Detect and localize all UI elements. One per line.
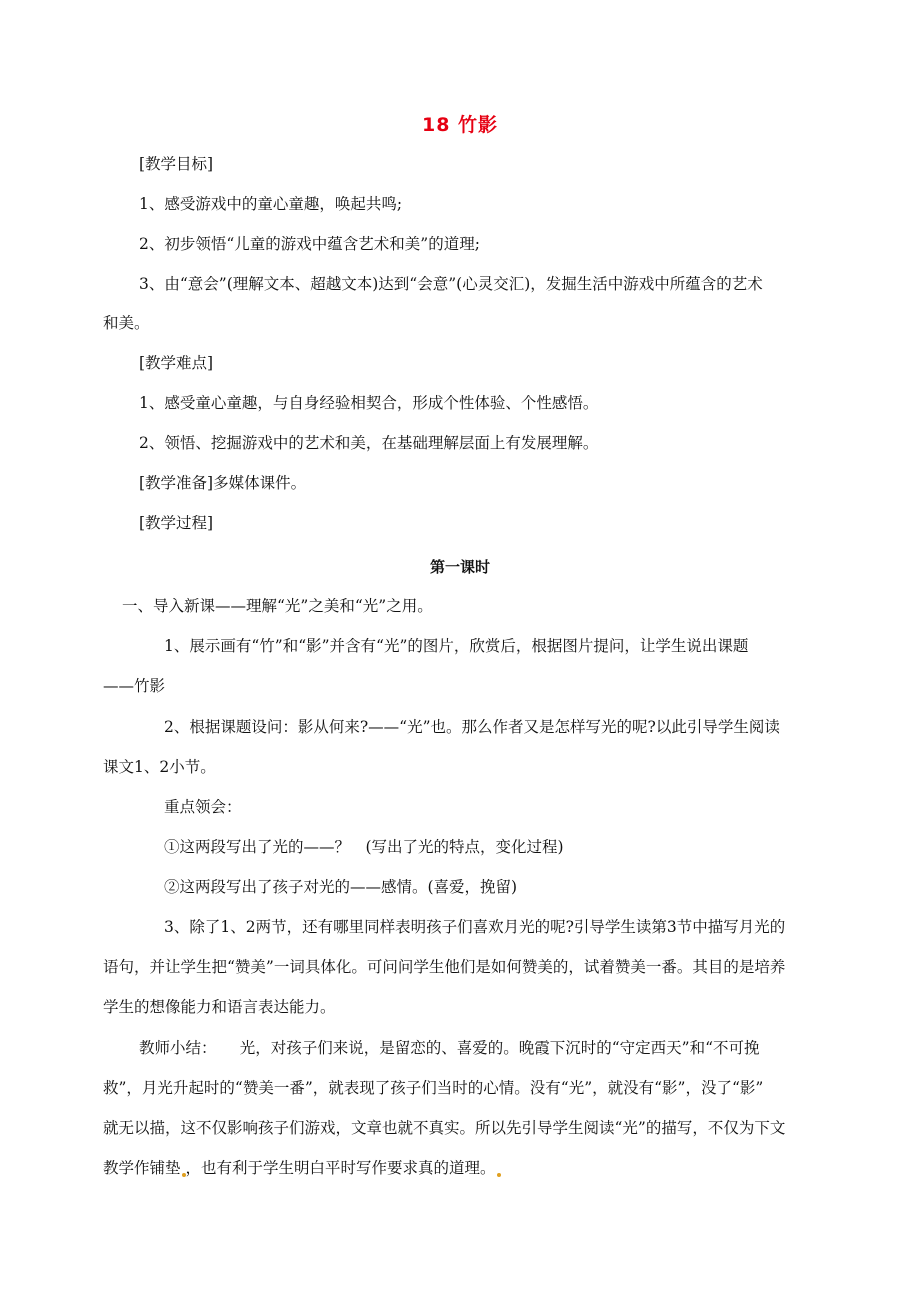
goal-item-2: 2、初步领悟“儿童的游戏中蕴含艺术和美”的道理;	[139, 235, 480, 253]
goal-item-3-line-2: 和美。	[103, 314, 150, 332]
focus-header: 重点领会：	[164, 798, 242, 816]
page-title: 18 竹影	[421, 114, 499, 136]
step-1-line-2: ——竹影	[103, 677, 166, 695]
summary-line-4-part-1: 教学作铺垫	[103, 1159, 181, 1177]
step-3-line-3: 学生的想像能力和语言表达能力。	[103, 998, 336, 1016]
difficulty-item-2: 2、领悟、挖掘游戏中的艺术和美，在基础理解层面上有发展理解。	[139, 434, 599, 452]
preparation-line: [教学准备]多媒体课件。	[139, 474, 307, 492]
focus-item-2: ②这两段写出了孩子对光的——感情。(喜爱，挽留)	[164, 878, 518, 896]
section-heading-1: 一、导入新课——理解“光”之美和“光”之用。	[122, 597, 433, 615]
difficulty-item-1: 1、感受童心童趣，与自身经验相契合，形成个性体验、个性感悟。	[139, 394, 599, 412]
summary-line-2: 救”，月光升起时的“赞美一番”，就表现了孩子们当时的心情。没有“光”，就没有“影”，没了“影”	[103, 1079, 764, 1097]
goal-item-1: 1、感受游戏中的童心童趣，唤起共鸣;	[139, 195, 403, 213]
summary-line-3: 就无以描，这不仅影响孩子们游戏，文章也就不真实。所以先引导学生阅读“光”的描写，不仅为下文	[103, 1119, 786, 1137]
summary-line-4-part-2: ，也有利于学生明白平时写作要求真的道理	[185, 1159, 481, 1177]
lesson-title: 第一课时	[429, 558, 490, 576]
process-header: [教学过程]	[139, 514, 214, 532]
step-1-line-1: 1、展示画有“竹”和“影”并含有“光”的图片，欣赏后，根据图片提问，让学生说出课题	[164, 637, 749, 655]
step-2-line-1: 2、根据课题设问：影从何来?——“光”也。那么作者又是怎样写光的呢?以此引导学生阅读	[164, 718, 780, 736]
step-2-line-2: 课文1、2小节。	[103, 758, 216, 776]
goal-item-3-line-1: 3、由“意会”(理解文本、超越文本)达到“会意”(心灵交汇)，发掘生活中游戏中所蕴含的艺术	[139, 275, 763, 293]
goals-header: [教学目标]	[139, 155, 214, 173]
step-3-line-2: 语句，并让学生把“赞美”一词具体化。可问问学生他们是如何赞美的，试着赞美一番。其目的是培养	[103, 958, 786, 976]
mark-dot-icon	[497, 1173, 501, 1177]
focus-item-1: ①这两段写出了光的——？ (写出了光的特点，变化过程)	[164, 838, 564, 856]
summary-line-4	[103, 1158, 501, 1178]
difficulty-header: [教学难点]	[139, 354, 214, 372]
summary-line-4-part-3: 。	[480, 1159, 496, 1177]
step-3-line-1: 3、除了1、2两节，还有哪里同样表明孩子们喜欢月光的呢?引导学生读第3节中描写月光的	[164, 918, 786, 936]
summary-line-1: 教师小结： 光，对孩子们来说，是留恋的、喜爱的。晚霞下沉时的“守定西天”和“不可挽	[139, 1039, 760, 1057]
